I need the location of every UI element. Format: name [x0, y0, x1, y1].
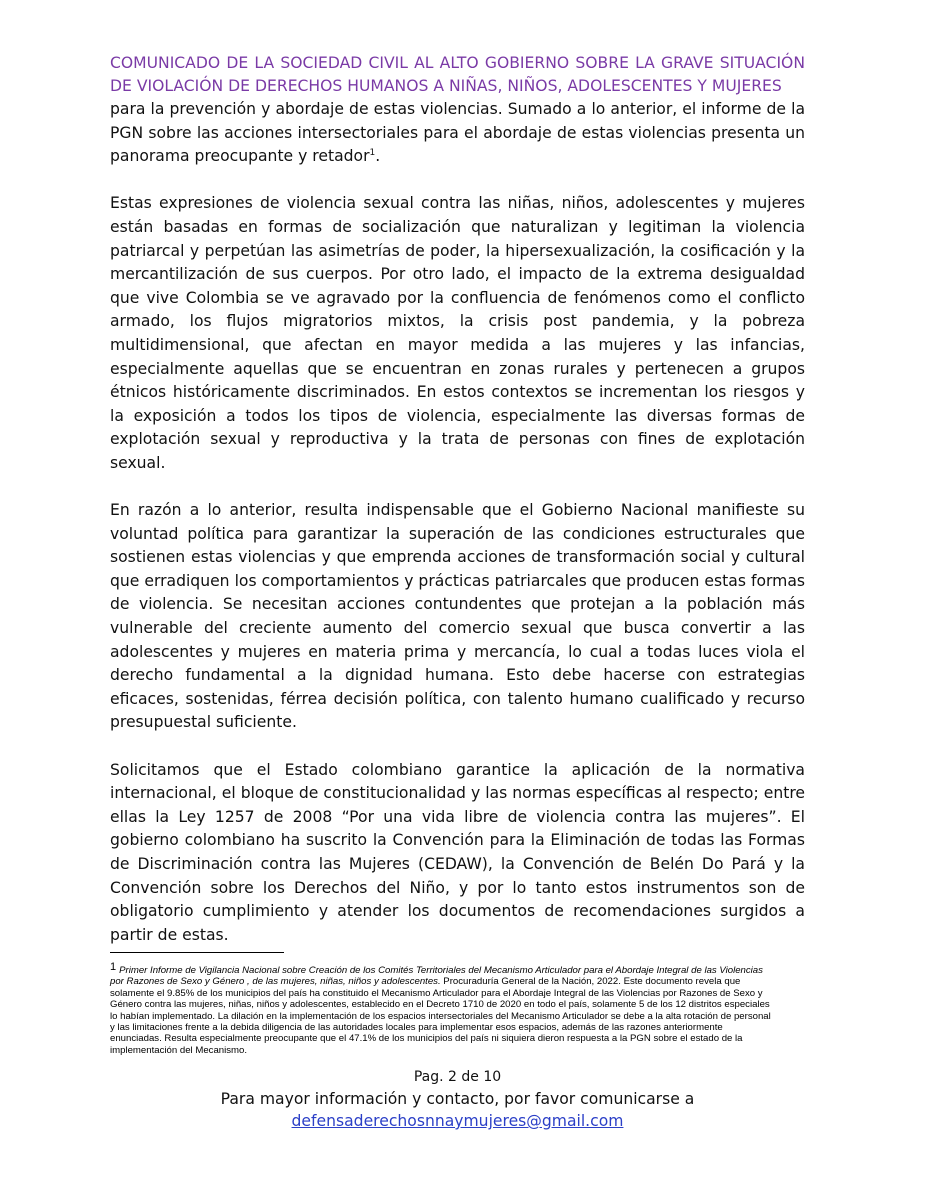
- paragraph-3: En razón a lo anterior, resulta indispensable que el Gobierno Nacional manifieste su voluntad política para garantizar la superación de las condiciones estructurales que sostienen estas violencias y que emprenda acciones de transformación social y cultural que erradiquen los comportamientos y prácticas patriarcales que producen estas formas de violencia. Se necesitan acciones contundentes que protejan a la población más vulnerable del creciente aumento del comercio sexual que busca convertir a las adolescentes y mujeres en materia prima y mercancía, lo cual a todas luces viola el derecho fundamental a la dignidad humana. Esto debe hacerse con estrategias eficaces, sostenidas, férrea decisión política, con talento humano cualificado y recurso presupuestal suficiente.: [110, 501, 805, 732]
- footnote: [110, 962, 775, 1056]
- footnote-reference[interactable]: 1: [369, 148, 376, 158]
- footnote-number: 1: [110, 961, 117, 973]
- contact-text: Para mayor información y contacto, por favor comunicarse a: [220, 1090, 695, 1108]
- paragraph-1-end: .: [375, 147, 381, 166]
- paragraph-4: Solicitamos que el Estado colombiano garantice la aplicación de la normativa internacional, el bloque de constitucionalidad y las normas específicas al respecto; entre ellas la Ley 1257 de 2008 “Por una vida libre de violencia contra las mujeres”. El gobierno colombiano ha suscrito la Convención para la Eliminación de todas las Formas de Discriminación contra las Mujeres (CEDAW), la Convención de Belén Do Pará y la Convención sobre los Derechos del Niño, y por lo tanto estos instrumentos son de obligatorio cumplimiento y atender los documentos de recomendaciones surgidos a partir de estas.: [110, 760, 805, 944]
- paragraph-1: [110, 98, 805, 169]
- footnote-citation: Primer Informe de Vigilancia Nacional sobre Creación de los Comités Territoriales del Mecanismo Articulador para el Abordaje Integral de las Violencias por Razones de Sexo y Género , de las mujeres, niñas, niños y adolescentes.: [110, 965, 763, 988]
- contact-email-link[interactable]: defensaderechosnnaymujeres@gmail.com: [291, 1112, 624, 1130]
- footnote-divider: [110, 952, 284, 953]
- page-number: Pag. 2 de 10: [413, 1069, 502, 1085]
- paragraph-2: Estas expresiones de violencia sexual contra las niñas, niños, adolescentes y mujeres están basadas en formas de socialización que naturalizan y legitiman la violencia patriarcal y perpetúan las asimetrías de poder, la hipersexualización, la cosificación y la mercantilización de sus cuerpos. Por otro lado, el impacto de la extrema desigualdad que vive Colombia se ve agravado por la confluencia de fenómenos como el conflicto armado, los flujos migratorios mixtos, la crisis post pandemia, y la pobreza multidimensional, que afectan en mayor medida a las mujeres y las infancias, especialmente aquellas que se encuentran en zonas rurales y pertenecen a grupos étnicos históricamente discriminados. En estos contextos se incrementan los riesgos y la exposición a todos los tipos de violencia, especialmente las diversas formas de explotación sexual y reproductiva y la trata de personas con fines de explotación sexual.: [110, 194, 805, 472]
- page-footer: [110, 1067, 805, 1132]
- paragraph-1-text: para la prevención y abordaje de estas violencias. Sumado a lo anterior, el informe de la PGN sobre las acciones intersectoriales para el abordaje de estas violencias presenta un panorama preocupante y retador: [110, 100, 805, 166]
- footnote-text: Procuraduría General de la Nación, 2022. Este documento revela que solamente el 9.85% de los municipios del país ha constituido el Mecanismo Articulador para el Abordaje Integral de las Violencias por Razones de Sexo y Género contra las mujeres, niñas, niños y adolescentes, establecido en el Decreto 1710 de 2020 en todo el país, solamente 5 de los 12 distritos especiales lo habían implementado. La dilación en la implementación de los espacios intersectoriales del Mecanismo Articulador se debe a la alta rotación de personal y las limitaciones frente a la debida diligencia de las autoridades locales para implementar esos espacios, además de las razones anteriormente enunciadas. Resulta especialmente preocupante que el 47.1% de los municipios del país ni siquiera dieron respuesta a la PGN sobre el estado de la implementación del Mecanismo.: [110, 976, 771, 1056]
- document-title: COMUNICADO DE LA SOCIEDAD CIVIL AL ALTO GOBIERNO SOBRE LA GRAVE SITUACIÓN DE VIOLACIÓN DE DERECHOS HUMANOS A NIÑAS, NIÑOS, ADOLESCENTES Y MUJERES: [110, 54, 805, 95]
